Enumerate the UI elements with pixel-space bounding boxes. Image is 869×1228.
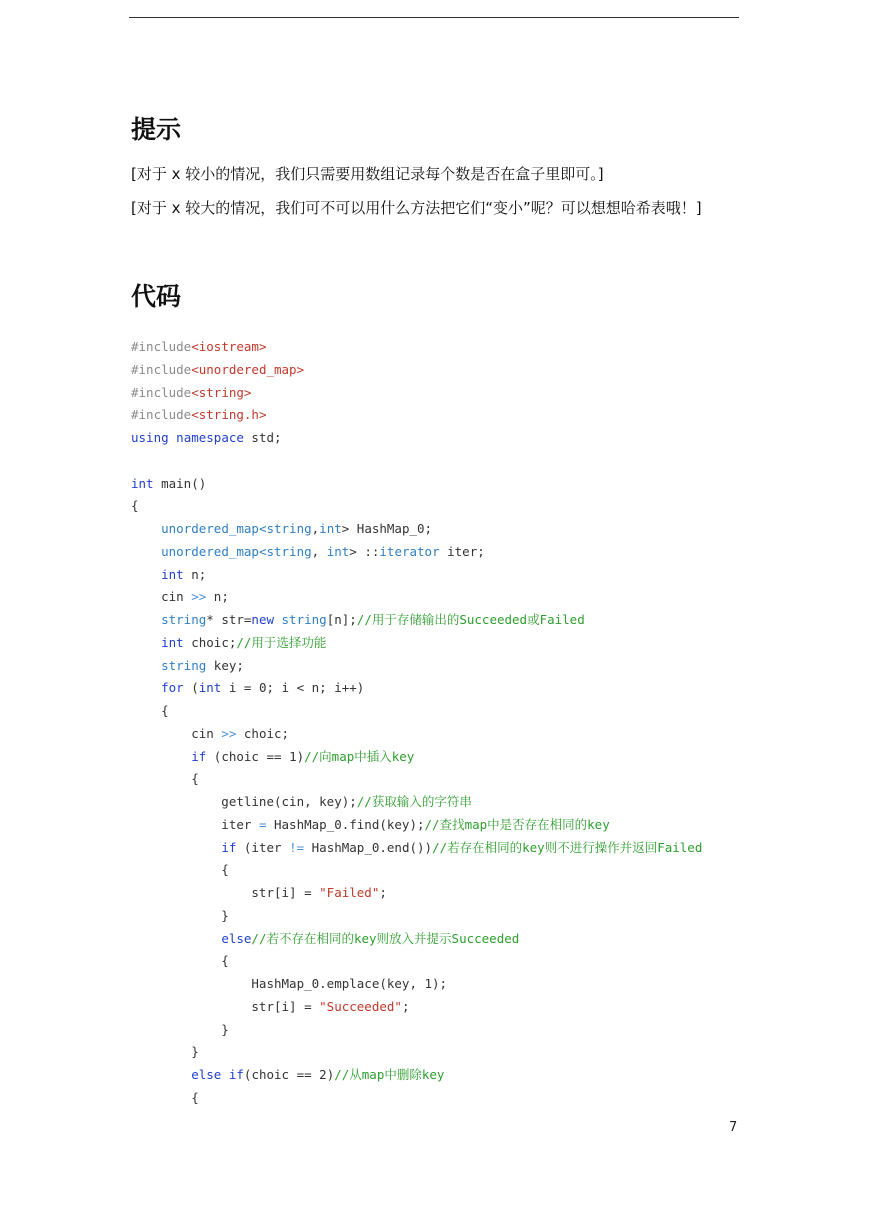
code-token: iter xyxy=(131,816,259,832)
code-token xyxy=(131,840,221,855)
code-token: namespace xyxy=(176,430,244,445)
code-line xyxy=(131,882,702,905)
code-token: iter; xyxy=(439,543,485,559)
code-token: ( xyxy=(183,680,199,696)
code-token: main() xyxy=(153,475,207,491)
code-line xyxy=(131,746,702,769)
code-token: if xyxy=(228,1067,244,1082)
code-line xyxy=(131,609,702,632)
code-token: string xyxy=(266,521,312,536)
code-line xyxy=(131,723,702,746)
code-token xyxy=(131,749,191,764)
code-token: (choic == 2) xyxy=(243,1067,335,1082)
code-token: n; xyxy=(183,566,207,582)
code-token: //从map中删除key xyxy=(334,1067,445,1082)
code-token: * str= xyxy=(206,612,252,627)
code-token: <string.h> xyxy=(191,407,267,423)
code-token: //若存在相同的key则不进行操作并返回Failed xyxy=(432,839,703,855)
code-token: int xyxy=(161,634,184,650)
code-token: <string> xyxy=(191,384,252,400)
code-line xyxy=(131,495,702,518)
code-line xyxy=(131,473,702,496)
code-token xyxy=(131,521,161,536)
code-token: #include xyxy=(131,361,192,377)
code-line xyxy=(131,973,702,996)
code-token: int xyxy=(326,543,350,559)
code-token xyxy=(274,612,282,627)
code-token: if xyxy=(191,748,207,764)
code-line xyxy=(131,791,702,814)
code-line xyxy=(131,564,702,587)
hint-heading: 提示 xyxy=(131,115,182,144)
code-line xyxy=(131,586,702,609)
code-token: string xyxy=(161,612,207,627)
code-token: string xyxy=(161,657,207,673)
code-line xyxy=(131,768,702,791)
code-token xyxy=(131,1067,191,1082)
code-token: choic; xyxy=(183,634,237,650)
code-line xyxy=(131,859,702,882)
code-token: { xyxy=(131,1089,199,1105)
code-line xyxy=(131,700,702,723)
code-token: //向map中插入key xyxy=(304,748,415,764)
code-line xyxy=(131,427,702,450)
code-line xyxy=(131,1041,702,1064)
code-token: n; xyxy=(206,589,229,605)
code-line xyxy=(131,1087,702,1110)
code-token: int xyxy=(319,521,342,536)
code-line xyxy=(131,928,702,951)
code-token: int xyxy=(198,680,222,696)
code-token: cin xyxy=(131,589,192,605)
code-token: //用于存储输出的Succeeded或Failed xyxy=(356,612,585,627)
code-token: new xyxy=(251,612,274,627)
code-token xyxy=(131,567,161,582)
code-token: { xyxy=(131,498,139,514)
code-token: i = 0; i < n; i++) xyxy=(221,680,365,696)
code-line xyxy=(131,950,702,973)
code-token: <unordered_map> xyxy=(191,361,305,377)
code-line xyxy=(131,541,702,564)
code-token: for xyxy=(161,680,184,696)
code-line xyxy=(131,518,702,541)
code-token: #include xyxy=(131,339,192,354)
code-line xyxy=(131,359,702,382)
code-line xyxy=(131,905,702,928)
code-token: } xyxy=(131,907,229,923)
code-line xyxy=(131,814,702,837)
code-token: //若不存在相同的key则放入并提示Succeeded xyxy=(251,930,520,946)
code-token: choic; xyxy=(236,725,290,741)
code-token: //查找map中是否存在相同的key xyxy=(424,816,610,832)
code-token: HashMap_0.emplace(key, 1); xyxy=(131,976,448,991)
code-token: } xyxy=(131,1021,229,1037)
code-token: { xyxy=(131,953,229,969)
code-token xyxy=(131,612,161,627)
code-token: std; xyxy=(243,430,282,445)
code-token: getline(cin, key); xyxy=(131,794,357,809)
code-line xyxy=(131,996,702,1019)
code-token: , xyxy=(311,521,320,536)
code-token: = xyxy=(258,816,267,832)
code-token: //用于选择功能 xyxy=(236,634,327,650)
code-token: (iter xyxy=(236,839,290,855)
code-heading: 代码 xyxy=(131,282,182,311)
code-token: string xyxy=(281,612,327,627)
code-line xyxy=(131,1064,702,1087)
code-line xyxy=(131,1019,702,1042)
code-token: using xyxy=(131,430,169,445)
code-line xyxy=(131,382,702,405)
code-token: "Failed" xyxy=(319,885,380,900)
code-token: if xyxy=(221,839,237,855)
hint-paragraph-1: [对于 x 较小的情况，我们只需要用数组记录每个数是否在盒子里即可。] xyxy=(131,165,604,183)
code-token: >> xyxy=(221,725,237,741)
code-token: >> xyxy=(191,589,207,605)
code-token: int xyxy=(131,475,154,491)
code-token: str[i] = xyxy=(131,998,320,1014)
header-rule xyxy=(129,17,739,18)
code-token: else xyxy=(221,930,252,946)
code-line xyxy=(131,677,702,700)
code-token: iterator xyxy=(379,543,440,559)
code-token: ; xyxy=(401,998,410,1014)
code-token: cin xyxy=(131,725,222,741)
code-token: [n]; xyxy=(326,612,357,627)
code-token: <iostream> xyxy=(191,339,267,354)
code-line xyxy=(131,655,702,678)
code-token: , xyxy=(311,543,327,559)
code-token: int xyxy=(161,566,184,582)
code-token xyxy=(131,544,161,559)
code-token: //获取输入的字符串 xyxy=(356,794,472,809)
code-line xyxy=(131,336,702,359)
hint-paragraph-2: [对于 x 较大的情况，我们可不可以用什么方法把它们“变小”呢？可以想想哈希表哦！] xyxy=(131,199,702,217)
code-token: > HashMap_0; xyxy=(341,521,433,536)
code-token xyxy=(221,1067,229,1082)
code-token xyxy=(131,635,161,650)
code-token: string xyxy=(266,543,312,559)
code-token: { xyxy=(131,771,199,787)
code-token: (choic == 1) xyxy=(206,748,305,764)
code-token: != xyxy=(289,839,305,855)
code-token: "Succeeded" xyxy=(319,998,402,1014)
code-line xyxy=(131,632,702,655)
code-line xyxy=(131,837,702,860)
code-token: unordered_map xyxy=(161,521,259,536)
code-token: < xyxy=(258,543,267,559)
code-token: #include xyxy=(131,384,192,400)
code-token xyxy=(131,658,161,673)
code-token: HashMap_0.find(key); xyxy=(266,816,425,832)
code-token xyxy=(131,680,161,695)
code-token: < xyxy=(258,521,267,536)
code-token: key; xyxy=(206,657,244,673)
code-token: { xyxy=(131,703,169,718)
page-number: 7 xyxy=(729,1120,738,1135)
code-token: #include xyxy=(131,407,192,423)
code-token xyxy=(131,931,221,946)
code-token: else xyxy=(191,1067,222,1082)
code-token: str[i] = xyxy=(131,885,320,900)
code-token: ; xyxy=(379,885,387,900)
code-token: } xyxy=(131,1044,199,1060)
code-token: { xyxy=(131,862,229,878)
code-token: HashMap_0.end()) xyxy=(304,839,433,855)
code-block xyxy=(131,336,702,1110)
code-token: unordered_map xyxy=(161,543,259,559)
code-line xyxy=(131,404,702,427)
code-line xyxy=(131,450,702,473)
code-token: > :: xyxy=(349,543,380,559)
